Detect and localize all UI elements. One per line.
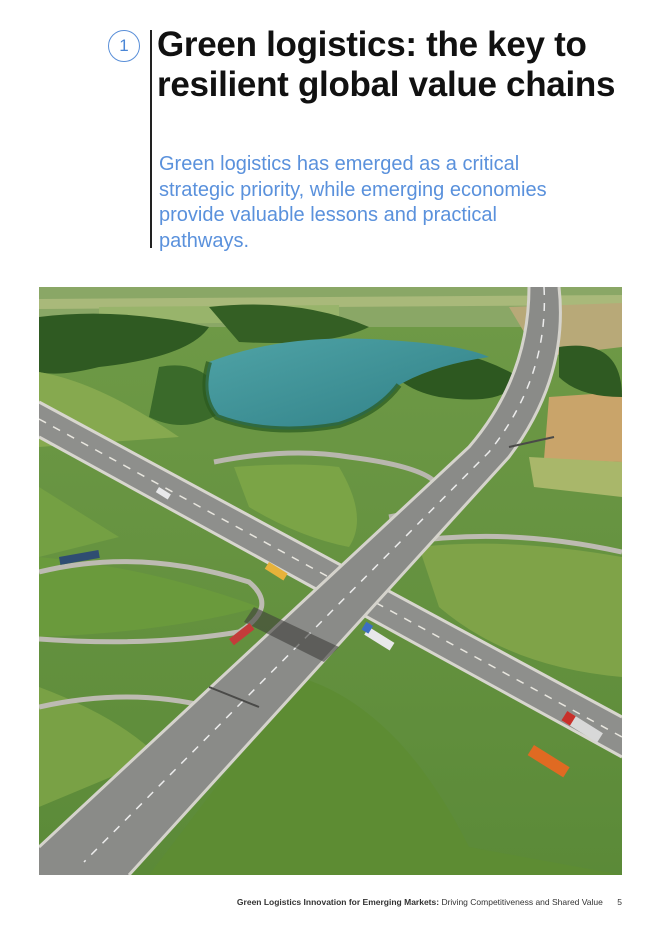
page-title: Green logistics: the key to resilient global value chains [157,25,616,104]
footer-report-subtitle: Driving Competitiveness and Shared Value [441,897,603,907]
highway-interchange-photo [39,287,622,875]
page-number: 5 [617,897,622,907]
page-subtitle: Green logistics has emerged as a critical strategic priority, while emerging economies provide valuable lessons and practical pathways. [159,153,547,252]
chapter-number-badge: 1 [108,30,140,62]
title-divider [150,30,152,248]
footer-report-title: Green Logistics Innovation for Emerging Markets: [236,897,440,907]
page-footer [237,897,622,907]
